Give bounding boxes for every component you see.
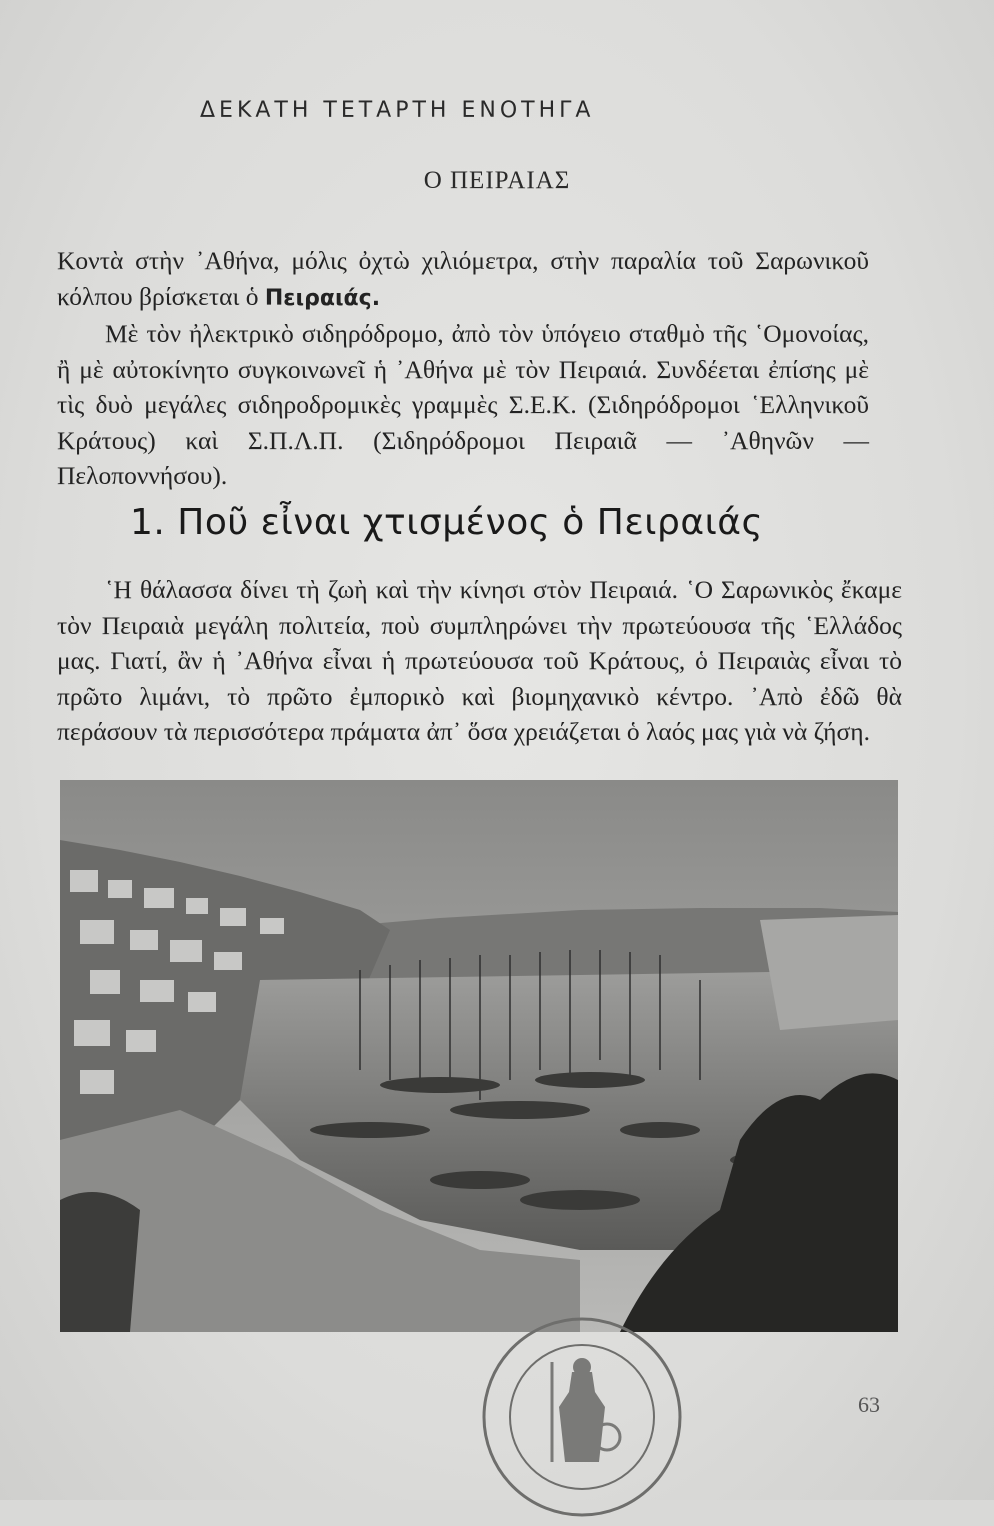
chapter-title: Ο ΠΕΙΡΑΙΑΣ <box>423 167 571 194</box>
intro-text <box>57 243 869 494</box>
section-paragraph: ῾Η θάλασσα δίνει τὴ ζωὴ καὶ τὴν κίνησι στὸν Πειραιά. ῾Ο Σαρωνικὸς ἔκαμε τὸν Πειραιὰ μεγάλη πολιτεία, ποὺ συμπληρώνει τὴν πρωτεύουσα τῆς ῾Ελλάδος μας. Γιατί, ἂν ἡ ᾿Αθήνα εἶναι ἡ πρωτεύουσα τοῦ Κράτους, ὁ Πειραιὰς εἶναι τὸ πρῶτο λιμάνι, τὸ πρῶτο ἐμπορικὸ καὶ βιομηχανικὸ κέντρο. ᾿Απὸ ἐδῶ θὰ περάσουν τὰ περισσότερα πράματα ἀπ᾿ ὅσα χρειάζεται ὁ λαός μας γιὰ νὰ ζήση. <box>57 575 902 746</box>
page-number: 63 <box>858 1392 880 1417</box>
library-stamp <box>477 1312 687 1522</box>
harbor-photo <box>60 780 898 1332</box>
intro-paragraph-1-text: Κοντὰ στὴν ᾿Αθήνα, μόλις ὀχτὼ χιλιόμετρα, στὴν παραλία τοῦ Σαρωνικοῦ κόλπου βρίσκεται ὁ <box>57 246 869 311</box>
intro-paragraph-1 <box>57 243 869 316</box>
intro-paragraph-2: Μὲ τὸν ἠλεκτρικὸ σιδηρόδρομο, ἀπὸ τὸν ὑπόγειο σταθμὸ τῆς ῾Ομονοίας, ἢ μὲ αὐτοκίνητο συγκοινωνεῖ ἡ ᾿Αθήνα μὲ τὸν Πειραιά. Συνδέεται ἐπίσης μὲ τὶς δυὸ μεγάλες σιδηροδρομικὲς γραμμὲς Σ.Ε.Κ. (Σιδηρόδρομοι ῾Ελληνικοῦ Κράτους) καὶ Σ.Π.Λ.Π. (Σιδηρόδρομοι Πειραιᾶ — ᾿Αθηνῶν — Πελοποννήσου). <box>57 319 869 490</box>
section-body <box>57 572 902 750</box>
unit-heading: ΔΕΚΑΤΗ ΤΕΤΑΡΤΗ ΕΝΟΤΗΓΑ <box>200 98 595 123</box>
section-heading: 1. Ποῦ εἶναι χτισμένος ὁ Πειραιάς <box>130 502 764 543</box>
piraeus-bold-term: Πειραιάς. <box>264 285 381 311</box>
